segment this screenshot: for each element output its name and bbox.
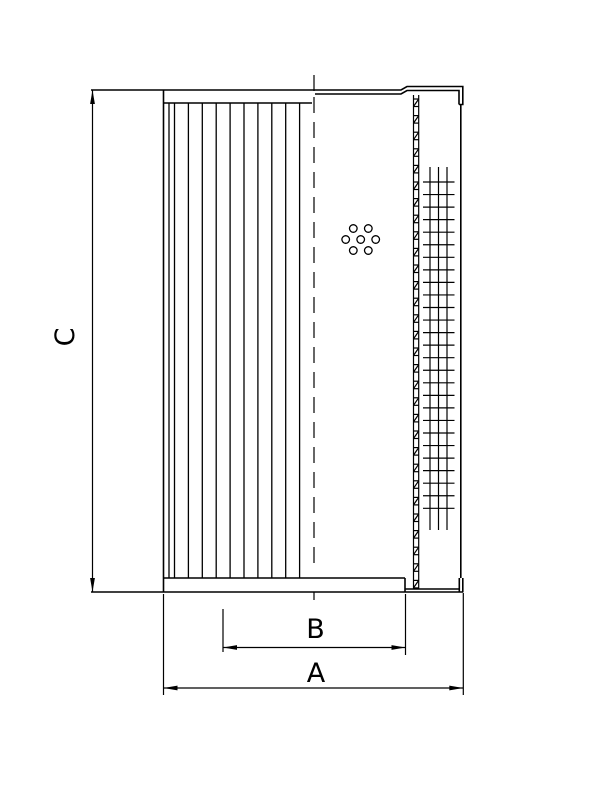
- dimension-b: [223, 594, 406, 655]
- dimension-c-arrow-down-icon: [90, 578, 95, 592]
- dimension-a-arrow-right-icon: [449, 686, 463, 691]
- filter-media-pleats: [169, 103, 300, 578]
- dimension-label-b: B: [306, 614, 325, 645]
- dimension-b-arrow-right-icon: [392, 645, 406, 650]
- outer-shell-outline: [91, 87, 463, 593]
- dimension-a-arrow-left-icon: [164, 686, 178, 691]
- dimension-label-a: A: [306, 658, 326, 689]
- wire-mesh-grid: [423, 167, 455, 530]
- coil-spring-section: [414, 95, 419, 589]
- dimension-label-c: C: [50, 327, 81, 347]
- dimension-c: [50, 90, 95, 592]
- filter-element-body: [91, 75, 463, 600]
- dimension-c-arrow-up-icon: [90, 90, 95, 104]
- perforation-holes: [342, 225, 380, 255]
- dimension-b-arrow-left-icon: [223, 645, 237, 650]
